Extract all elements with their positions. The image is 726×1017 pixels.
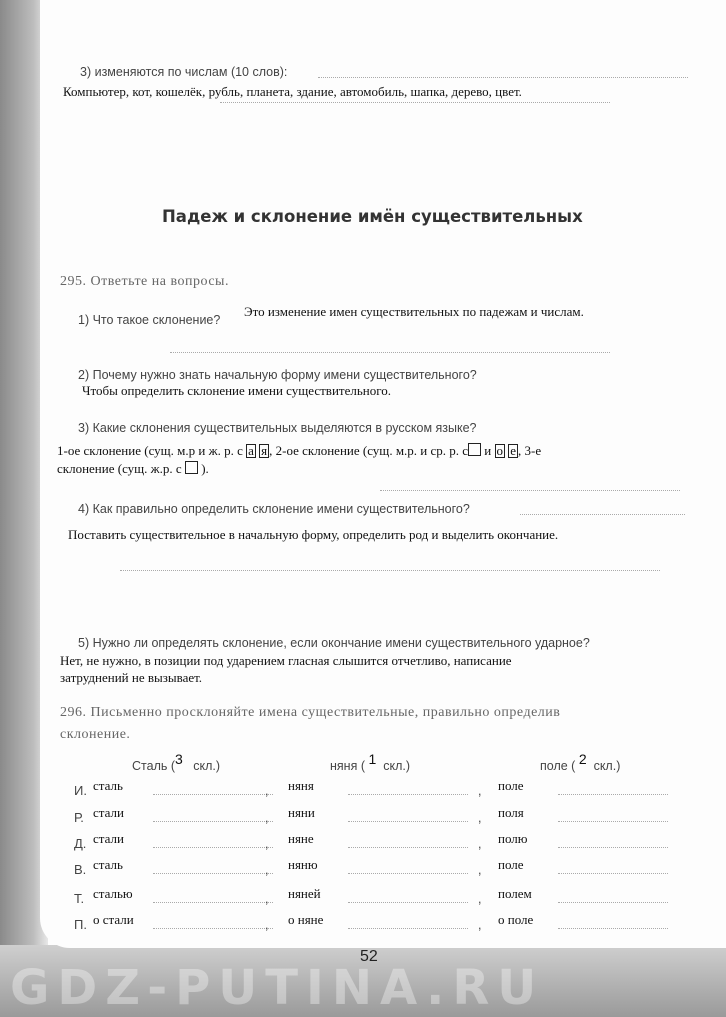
case-form: поле [498, 857, 524, 872]
ending-box: е [510, 443, 517, 458]
declension-number: 2 [578, 751, 587, 767]
case-form: полем [498, 886, 532, 901]
null-ending-box [185, 461, 198, 474]
column-header-nyanya [330, 751, 411, 773]
question-1: 1) Что такое склонение? [78, 313, 221, 327]
declension-number: 3 [175, 751, 183, 767]
case-label: И. [74, 783, 87, 798]
question-3: 3) Какие склонения существительных выделяются в русском языке? [78, 421, 477, 435]
answer-text: и [484, 443, 492, 458]
case-form: поля [498, 805, 524, 820]
answer-line [348, 821, 468, 822]
answer-3-line1 [57, 443, 541, 459]
label: скл.) [193, 759, 221, 773]
answer-line [558, 873, 668, 874]
question-2: 2) Почему нужно знать начальную форму имени существительного? [78, 368, 477, 382]
answer-line [153, 821, 273, 822]
case-form: няней [288, 886, 321, 901]
case-form: стали [93, 831, 124, 846]
answer-5-line2: затруднений не вызывает. [60, 670, 203, 685]
answer-line [153, 794, 273, 795]
answer-line [348, 794, 468, 795]
answer-line [558, 847, 668, 848]
answer-5-line1: Нет, не нужно, в позиции под ударением гласная слышится отчетливо, написание [60, 653, 512, 668]
comma: , [478, 784, 482, 798]
exercise-296-heading-cont: склонение. [60, 727, 131, 742]
answer-line [348, 847, 468, 848]
answer-line [153, 847, 273, 848]
answer-line [348, 928, 468, 929]
column-header-pole [540, 751, 621, 773]
answer-line [348, 873, 468, 874]
case-form: сталь [93, 778, 123, 793]
answer-line [558, 902, 668, 903]
ending-box: о [496, 443, 504, 458]
comma: , [265, 863, 269, 877]
case-form: стали [93, 805, 124, 820]
case-form: няне [288, 831, 314, 846]
question-label: 3) изменяются по числам (10 слов): [80, 65, 288, 79]
case-form: сталью [93, 886, 133, 901]
answer-line [558, 821, 668, 822]
declension-number: 1 [368, 751, 377, 767]
answer-text: ). [201, 461, 209, 476]
case-form: о поле [498, 912, 534, 927]
case-form: поле [498, 778, 524, 793]
answer-4: Поставить существительное в начальную форму, определить род и выделить окончание. [68, 527, 559, 542]
comma: , [265, 784, 269, 798]
answer-3-line2 [57, 461, 209, 477]
case-label: Р. [74, 810, 84, 825]
case-form: няню [288, 857, 318, 872]
label: скл.) [593, 759, 621, 773]
comma: , [265, 837, 269, 851]
answer-text: склонение (сущ. ж.р. с [57, 461, 182, 476]
case-label: Т. [74, 891, 85, 906]
answer-line [170, 352, 610, 353]
answer-line [348, 902, 468, 903]
null-ending-box [468, 443, 481, 456]
answer-text: 1-ое склонение (сущ. м.р и ж. р. с [57, 443, 243, 458]
case-form: сталь [93, 857, 123, 872]
case-form: няня [288, 778, 314, 793]
column-header-stal [132, 751, 221, 773]
comma: , [478, 918, 482, 932]
answer-2: Чтобы определить склонение имени существительного. [82, 383, 391, 398]
word: поле ( [540, 759, 576, 773]
answer-line [318, 77, 688, 78]
case-label: П. [74, 917, 87, 932]
ending-box: я [261, 443, 268, 458]
question-4: 4) Как правильно определить склонение имени существительного? [78, 502, 470, 516]
answer-1: Это изменение имен существительных по падежам и числам. [244, 304, 584, 319]
ending-box: а [248, 443, 254, 458]
watermark: GDZ-PUTINA.RU [10, 960, 545, 1016]
answer-line [153, 902, 273, 903]
exercise-295-heading: 295. Ответьте на вопросы. [60, 274, 229, 289]
answer-line [153, 873, 273, 874]
word: няня ( [330, 759, 365, 773]
page-number: 52 [360, 948, 378, 965]
case-label: В. [74, 862, 87, 877]
answer-text: , 3-е [518, 443, 542, 458]
exercise-296-heading: 296. Письменно просклоняйте имена существительные, правильно определив [60, 705, 561, 720]
answer-text: , 2-ое склонение (сущ. м.р. и ср. р. с [269, 443, 469, 458]
answer-text: Компьютер, кот, кошелёк, рубль, планета, здание, автомобиль, шапка, дерево, цвет. [63, 84, 522, 99]
comma: , [478, 837, 482, 851]
case-form: о няне [288, 912, 324, 927]
comma: , [265, 811, 269, 825]
label: скл.) [383, 759, 411, 773]
case-form: полю [498, 831, 528, 846]
comma: , [478, 892, 482, 906]
answer-line [120, 570, 660, 571]
comma: , [478, 811, 482, 825]
case-label: Д. [74, 836, 87, 851]
answer-line [153, 928, 273, 929]
word: Сталь ( [132, 759, 176, 773]
answer-line [380, 490, 680, 491]
question-5: 5) Нужно ли определять склонение, если окончание имени существительного ударное? [78, 636, 590, 650]
answer-line [558, 794, 668, 795]
case-form: няни [288, 805, 315, 820]
comma: , [265, 892, 269, 906]
comma: , [265, 918, 269, 932]
section-title: Падеж и склонение имён существительных [162, 207, 583, 226]
case-form: о стали [93, 912, 134, 927]
answer-line [220, 102, 610, 103]
answer-line [520, 514, 685, 515]
comma: , [478, 863, 482, 877]
answer-line [558, 928, 668, 929]
